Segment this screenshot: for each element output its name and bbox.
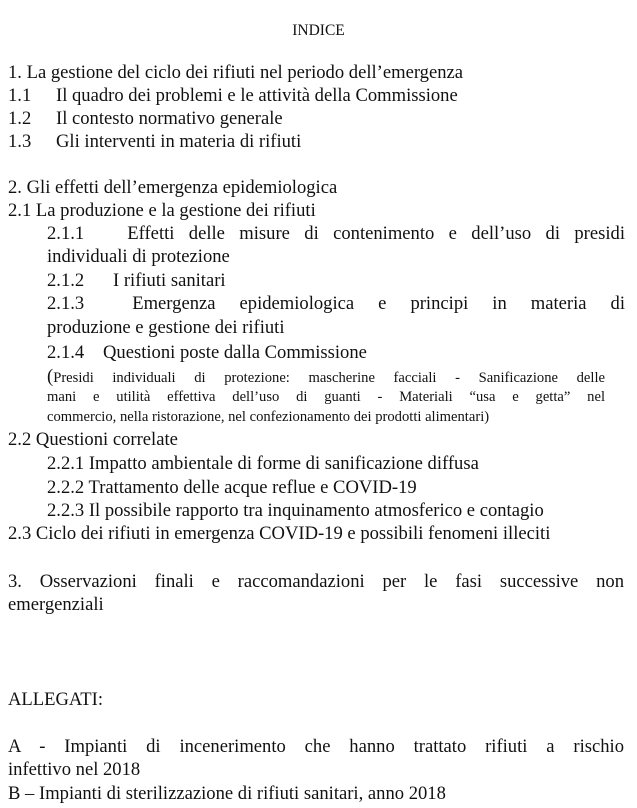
subsection-heading: 2.1 La produzione e la gestione dei rifiuti: [8, 200, 316, 221]
toc-entry: I rifiuti sanitari: [113, 270, 226, 291]
toc-number: 2.1.4: [47, 342, 85, 363]
section-1-heading: 1. La gestione del ciclo dei rifiuti nel periodo dell’emergenza: [8, 62, 464, 83]
toc-note-line: (Presidi individuali di protezione: mascherine facciali - Sanificazione delle: [47, 366, 605, 387]
attachments-heading: ALLEGATI:: [8, 689, 104, 710]
toc-entry: Il contesto normativo generale: [56, 108, 283, 129]
attachment-item: B – Impianti di sterilizzazione di rifiuti sanitari, anno 2018: [8, 783, 446, 804]
toc-note-line: mani e utilità effettiva dell’uso di guanti - Materiali “usa e getta” nel: [47, 389, 605, 405]
toc-entry: Gli interventi in materia di rifiuti: [56, 131, 302, 152]
attachment-item: A - Impianti di incenerimento che hanno trattato rifiuti a rischio: [8, 736, 624, 757]
toc-entry: 2.1.1 Effetti delle misure di contenimento e dell’uso di presidi: [47, 223, 625, 244]
toc-number: 1.1: [8, 85, 32, 106]
toc-note-line: commercio, nella ristorazione, nel confezionamento dei prodotti alimentari): [47, 409, 490, 425]
toc-entry: 2.2.3 Il possibile rapporto tra inquinamento atmosferico e contagio: [47, 500, 544, 521]
section-2-heading: 2. Gli effetti dell’emergenza epidemiologica: [8, 177, 338, 198]
toc-entry: 2.2.1 Impatto ambientale di forme di sanificazione diffusa: [47, 453, 479, 474]
toc-entry: 2.2.2 Trattamento delle acque reflue e COVID-19: [47, 477, 417, 498]
toc-entry: 2.1.3 Emergenza epidemiologica e principi in materia di: [47, 293, 625, 314]
subsection-heading: 2.2 Questioni correlate: [8, 429, 178, 450]
page-title: INDICE: [292, 22, 345, 39]
toc-number: 2.1.2: [47, 270, 85, 291]
toc-entry: Il quadro dei problemi e le attività della Commissione: [56, 85, 458, 106]
toc-entry-continuation: individuali di protezione: [47, 246, 230, 267]
toc-number: 1.3: [8, 131, 32, 152]
toc-entry: Questioni poste dalla Commissione: [103, 342, 367, 363]
attachment-item-continuation: infettivo nel 2018: [8, 759, 141, 780]
toc-number: 1.2: [8, 108, 32, 129]
section-3-heading: 3. Osservazioni finali e raccomandazioni per le fasi successive non: [8, 571, 624, 592]
toc-entry-continuation: produzione e gestione dei rifiuti: [47, 317, 285, 338]
subsection-heading: 2.3 Ciclo dei rifiuti in emergenza COVID-19 e possibili fenomeni illeciti: [8, 523, 551, 544]
section-3-heading-continuation: emergenziali: [8, 594, 104, 615]
